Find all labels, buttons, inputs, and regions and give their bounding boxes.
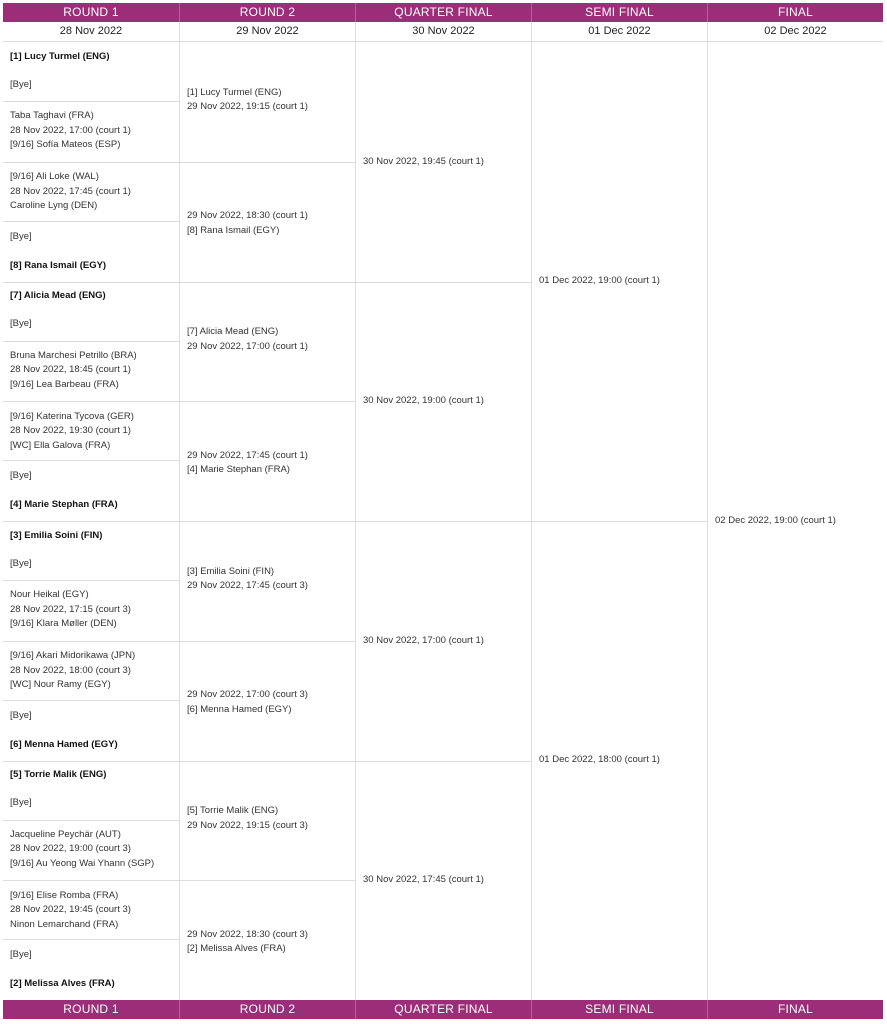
final-match-line: 02 Dec 2022, 19:00 (court 1) — [715, 514, 836, 526]
round1-match-line: Caroline Lyng (DEN) — [10, 200, 98, 211]
quarter-final-match — [363, 634, 484, 649]
round1-match-line: Nour Heikal (EGY) — [10, 589, 89, 601]
round1-match — [10, 828, 154, 872]
quarter-final-match-line: 30 Nov 2022, 17:00 (court 1) — [363, 634, 484, 646]
round2-match-line: 29 Nov 2022, 17:00 (court 1) — [187, 340, 308, 352]
round2-match-line: 29 Nov 2022, 17:45 (court 1) — [187, 449, 308, 461]
match-divider — [180, 641, 355, 642]
round1-entry-seed — [10, 50, 110, 65]
round1-match-line: 28 Nov 2022, 17:00 (court 1) — [10, 124, 131, 136]
round1-match-line: [9/16] Ali Loke (WAL) — [10, 171, 99, 182]
round2-match-line: 29 Nov 2022, 19:15 (court 3) — [187, 819, 308, 831]
semi-final-match — [539, 753, 660, 768]
round1-match-line: 28 Nov 2022, 19:45 (court 3) — [10, 904, 131, 915]
round2-match-line: 29 Nov 2022, 18:30 (court 3) — [187, 928, 308, 940]
round1-entry-bye-line: [Bye] — [10, 709, 32, 721]
round2-match-line: [4] Marie Stephan (FRA) — [187, 464, 290, 476]
round2-match — [187, 688, 308, 717]
round1-match-line: [9/16] Katerina Tycova (GER) — [10, 410, 134, 422]
quarter-final-match-line: 30 Nov 2022, 19:45 (court 1) — [363, 155, 484, 167]
round1-entry-bye — [10, 948, 32, 963]
round2-match-line: [3] Emilia Soini (FIN) — [187, 565, 275, 577]
round1-entry-seed-line: [7] Alicia Mead (ENG) — [10, 290, 106, 302]
round1-entry-bye-line: [Bye] — [10, 470, 32, 481]
round1-match-line: 28 Nov 2022, 18:45 (court 1) — [10, 364, 131, 376]
match-divider — [3, 521, 179, 522]
round1-match — [10, 410, 134, 454]
final-match — [715, 514, 836, 529]
round1-match-line: [9/16] Akari Midorikawa (JPN) — [10, 650, 136, 661]
round1-entry-seed — [10, 498, 118, 513]
round2-match — [187, 449, 308, 478]
round1-entry-bye-line: [Bye] — [10, 949, 32, 960]
round-header-final: FINAL — [777, 5, 813, 19]
round1-entry-bye-line: [Bye] — [10, 797, 32, 809]
round2-match — [187, 928, 308, 957]
round1-entry-seed-line: [8] Rana Ismail (EGY) — [10, 259, 107, 271]
round1-match-line: Ninon Lemarchand (FRA) — [10, 918, 119, 930]
match-divider — [3, 401, 179, 402]
round1-match-line: [9/16] Klara Møller (DEN) — [10, 618, 117, 630]
round1-entry-seed-line: [4] Marie Stephan (FRA) — [10, 499, 118, 510]
match-divider — [180, 761, 355, 762]
final-date: 02 Dec 2022 — [764, 25, 827, 37]
round-dates-row — [3, 22, 883, 42]
round1-match-line: [9/16] Elise Romba (FRA) — [10, 889, 119, 901]
round2-match-line: 29 Nov 2022, 19:15 (court 1) — [187, 101, 308, 112]
semi-final-match-line: 01 Dec 2022, 19:00 (court 1) — [539, 275, 660, 287]
round1-match-line: Bruna Marchesi Petrillo (BRA) — [10, 349, 137, 361]
round1-match-line: [WC] Ella Galova (FRA) — [10, 439, 111, 451]
round1-entry-seed — [10, 977, 115, 992]
round1-entry-seed — [10, 738, 118, 753]
round-header-quarter-final: QUARTER FINAL — [356, 1000, 532, 1019]
round2-match-line: [5] Torrie Malik (ENG) — [187, 805, 279, 816]
round1-entry-bye — [10, 557, 32, 572]
round-header-quarter-final: QUARTER FINAL — [356, 3, 532, 22]
round1-match-line: [WC] Nour Ramy (EGY) — [10, 679, 111, 690]
round1-entry-seed-line: [6] Menna Hamed (EGY) — [10, 738, 118, 750]
round2-match-line: [7] Alicia Mead (ENG) — [187, 326, 279, 337]
round-header-round1: ROUND 1 — [3, 3, 180, 22]
round1-match-line: 28 Nov 2022, 17:15 (court 3) — [10, 603, 131, 615]
round2-match — [187, 804, 308, 833]
round1-entry-seed — [10, 768, 106, 783]
match-divider — [356, 521, 531, 522]
round1-match-line: [9/16] Sofía Mateos (ESP) — [10, 139, 121, 151]
round2-match — [187, 86, 308, 115]
round2-match-line: 29 Nov 2022, 18:30 (court 1) — [187, 210, 308, 222]
round1-match — [10, 170, 131, 214]
quarter-final-date: 30 Nov 2022 — [356, 22, 532, 42]
round1-entry-bye-line: [Bye] — [10, 78, 32, 90]
round2-match — [187, 565, 308, 594]
round2-match — [187, 325, 308, 354]
quarter-final-match — [363, 394, 484, 409]
round1-entry-seed-line: [1] Lucy Turmel (ENG) — [10, 50, 110, 62]
round1-entry-seed — [10, 289, 106, 304]
round1-entry-bye — [10, 709, 32, 724]
match-divider — [3, 221, 179, 222]
match-divider — [3, 641, 179, 642]
match-divider — [3, 580, 179, 581]
match-divider — [180, 162, 355, 163]
match-divider — [3, 101, 179, 102]
match-divider — [180, 880, 355, 881]
round2-match-line: 29 Nov 2022, 17:45 (court 3) — [187, 580, 308, 591]
round1-match — [10, 889, 131, 933]
round1-match — [10, 649, 135, 693]
semi-final-match-line: 01 Dec 2022, 18:00 (court 1) — [539, 754, 660, 766]
round-header-semi-final: SEMI FINAL — [532, 1000, 708, 1019]
semi-final-date: 01 Dec 2022 — [532, 22, 708, 42]
match-divider — [3, 282, 179, 283]
round1-entry-seed-line: [2] Melissa Alves (FRA) — [10, 978, 115, 989]
match-divider — [356, 282, 531, 283]
match-divider — [3, 700, 179, 701]
round2-match-line: [1] Lucy Turmel (ENG) — [187, 86, 282, 98]
match-divider — [180, 282, 355, 283]
semi-final-match — [539, 274, 660, 289]
round2-match-line: [2] Melissa Alves (FRA) — [187, 943, 286, 955]
match-divider — [356, 761, 531, 762]
round1-entry-bye — [10, 230, 32, 245]
match-divider — [3, 820, 179, 821]
round1-entry-bye-line: [Bye] — [10, 230, 32, 242]
round1-entry-bye — [10, 796, 32, 811]
round1-entry-seed — [10, 529, 102, 544]
quarter-final-match-line: 30 Nov 2022, 17:45 (court 1) — [363, 874, 484, 885]
round1-entry-seed — [10, 259, 106, 274]
match-divider — [3, 880, 179, 881]
round1-match — [10, 588, 131, 632]
match-divider — [180, 401, 355, 402]
round1-match-line: 28 Nov 2022, 19:00 (court 3) — [10, 843, 131, 855]
round1-match — [10, 109, 131, 153]
match-divider — [3, 761, 179, 762]
match-divider — [180, 521, 355, 522]
quarter-final-match — [363, 873, 484, 888]
round2-match — [187, 209, 308, 238]
round2-date: 29 Nov 2022 — [180, 22, 356, 42]
match-divider — [532, 521, 707, 522]
round1-entry-bye — [10, 317, 32, 332]
draw-bracket — [3, 42, 883, 1000]
round1-match-line: [9/16] Lea Barbeau (FRA) — [10, 378, 119, 390]
round1-entry-seed-line: [5] Torrie Malik (ENG) — [10, 769, 107, 781]
round1-match — [10, 349, 137, 393]
round1-date: 28 Nov 2022 — [3, 22, 180, 42]
round1-match-line: [9/16] Au Yeong Wai Yhann (SGP) — [10, 857, 155, 869]
round-header-round2: ROUND 2 — [180, 1000, 356, 1019]
round1-match-line: 28 Nov 2022, 17:45 (court 1) — [10, 185, 131, 197]
round1-match-line: Jacqueline Peychär (AUT) — [10, 828, 121, 840]
round-header-bottom — [3, 1000, 883, 1019]
round1-entry-bye — [10, 469, 32, 484]
round-header-round1: ROUND 1 — [3, 1000, 180, 1019]
quarter-final-match — [363, 155, 484, 170]
round2-match-line: 29 Nov 2022, 17:00 (court 3) — [187, 689, 308, 701]
match-divider — [3, 341, 179, 342]
round2-match-line: [8] Rana Ismail (EGY) — [187, 224, 280, 236]
round2-match-line: [6] Menna Hamed (EGY) — [187, 703, 292, 715]
round1-match-line: Taba Taghavi (FRA) — [10, 110, 94, 122]
round1-entry-seed-line: [3] Emilia Soini (FIN) — [10, 529, 103, 541]
round-header-final: FINAL — [777, 1002, 813, 1016]
round-header-round2: ROUND 2 — [180, 3, 356, 22]
match-divider — [3, 460, 179, 461]
column-divider — [707, 42, 708, 1000]
round-header-semi-final: SEMI FINAL — [532, 3, 708, 22]
match-divider — [3, 162, 179, 163]
round1-entry-bye — [10, 78, 32, 93]
quarter-final-match-line: 30 Nov 2022, 19:00 (court 1) — [363, 395, 484, 406]
round1-match-line: 28 Nov 2022, 18:00 (court 3) — [10, 664, 131, 676]
round-header-top — [3, 3, 883, 22]
round1-match-line: 28 Nov 2022, 19:30 (court 1) — [10, 425, 131, 436]
match-divider — [3, 939, 179, 940]
round1-entry-bye-line: [Bye] — [10, 318, 32, 330]
round1-entry-bye-line: [Bye] — [10, 557, 32, 569]
